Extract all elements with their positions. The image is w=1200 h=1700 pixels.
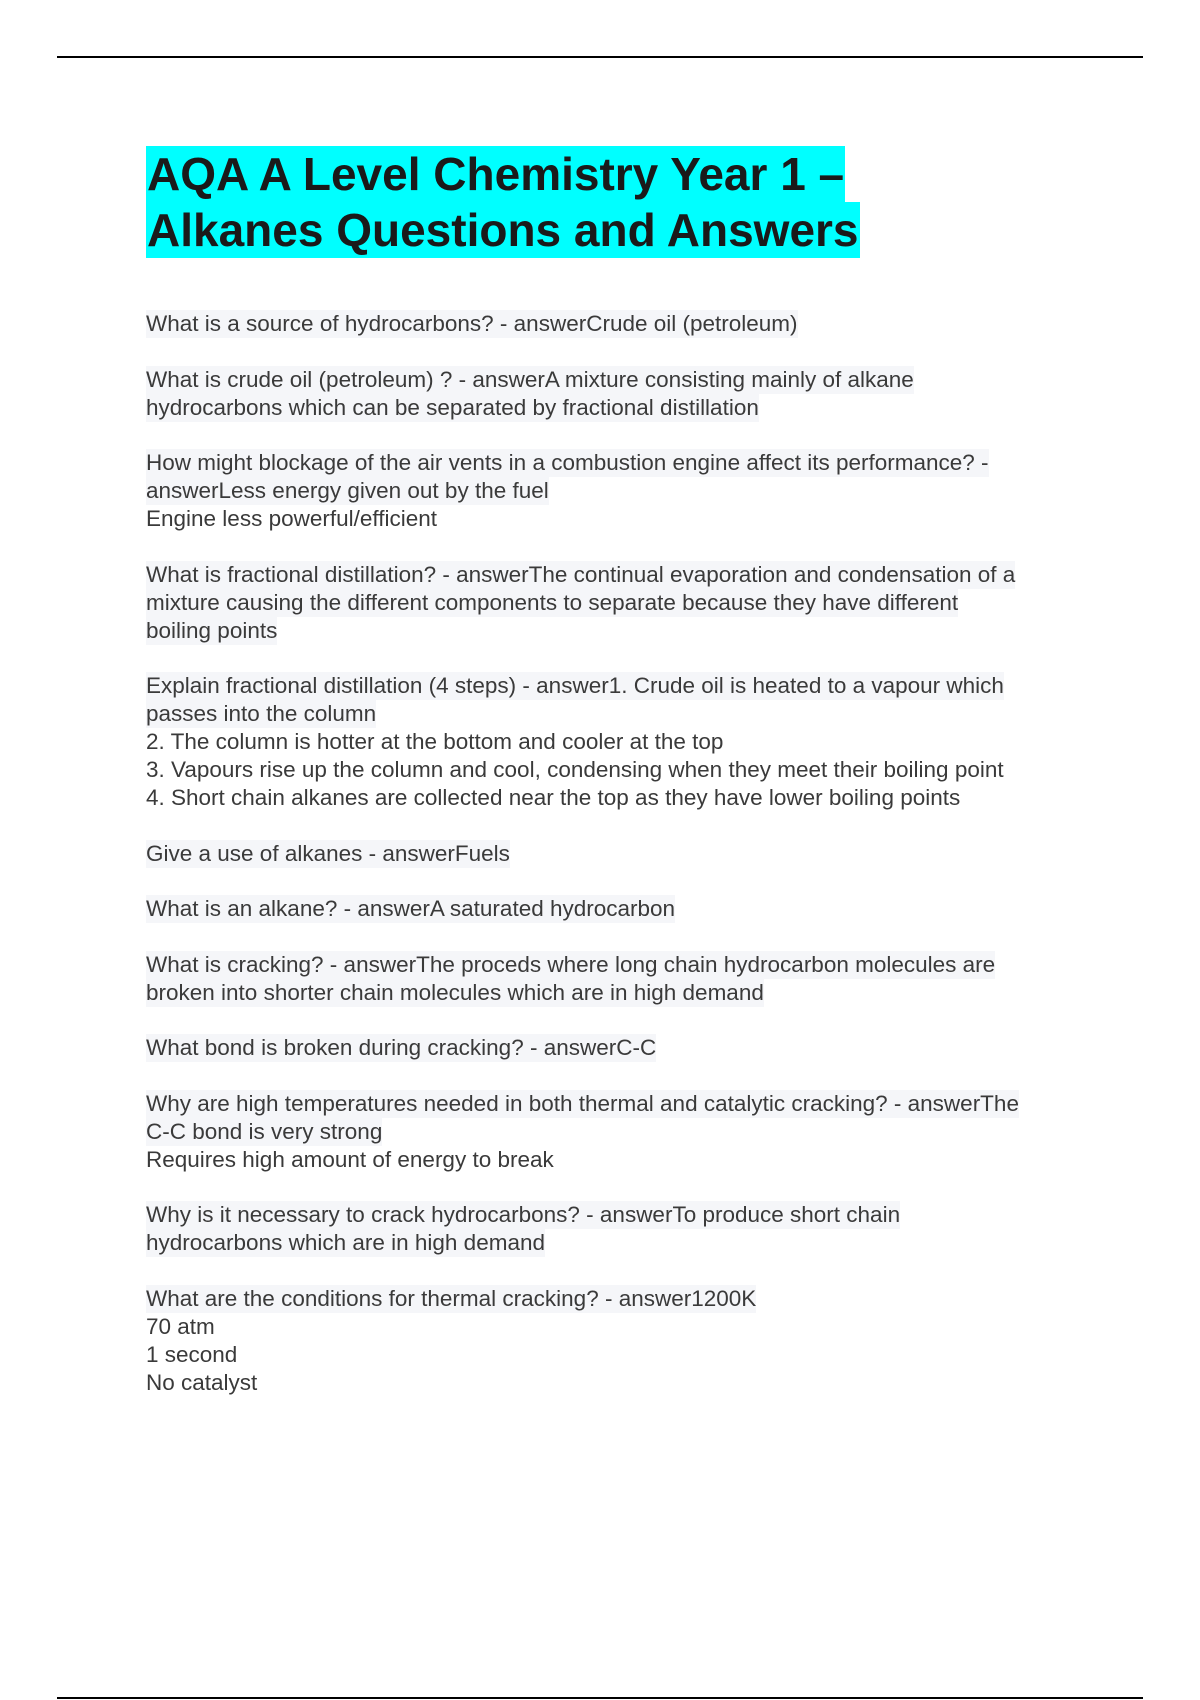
qa-extra-line: No catalyst xyxy=(146,1369,258,1395)
qa-extra-line: 70 atm xyxy=(146,1313,215,1339)
qa-text-line: Give a use of alkanes - answerFuels xyxy=(146,840,510,866)
qa-item xyxy=(146,840,1106,868)
qa-extra-line: Requires high amount of energy to break xyxy=(146,1146,554,1172)
title-line-1: AQA A Level Chemistry Year 1 – xyxy=(147,148,845,200)
bottom-rule xyxy=(57,1697,1143,1699)
qa-text-line: What is a source of hydrocarbons? - answerCrude oil (petroleum) xyxy=(146,311,798,336)
qa-item xyxy=(146,561,1106,645)
qa-text-line: How might blockage of the air vents in a combustion engine affect its performance? - xyxy=(146,450,989,475)
qa-item xyxy=(146,310,1106,338)
qa-text-line: What is an alkane? - answerA saturated hydrocarbon xyxy=(146,896,676,921)
qa-item xyxy=(146,672,1106,812)
qa-text-line: Explain fractional distillation (4 steps) - answer1. Crude oil is heated to a vapour which xyxy=(146,673,1004,698)
qa-text-line: broken into shorter chain molecules which are in high demand xyxy=(146,979,764,1005)
qa-text-line: Why is it necessary to crack hydrocarbons? - answerTo produce short chain xyxy=(146,1202,901,1227)
qa-text-line: C-C bond is very strong xyxy=(146,1118,383,1144)
qa-extra-line: Engine less powerful/efficient xyxy=(146,506,438,531)
qa-text-line: What is fractional distillation? - answerThe continual evaporation and condensation of a xyxy=(146,561,1016,587)
title-line-2: Alkanes Questions and Answers xyxy=(147,204,859,256)
qa-item xyxy=(146,449,1106,533)
qa-item xyxy=(146,895,1106,923)
qa-item xyxy=(146,1090,1106,1174)
qa-text-line: mixture causing the different components to separate because they have different xyxy=(146,589,959,615)
qa-item xyxy=(146,1034,1106,1062)
qa-list xyxy=(146,310,1106,1424)
qa-text-line: Why are high temperatures needed in both thermal and catalytic cracking? - answerThe xyxy=(146,1090,1019,1116)
qa-extra-line: 1 second xyxy=(146,1341,238,1367)
qa-text-line: What bond is broken during cracking? - answerC-C xyxy=(146,1035,657,1060)
qa-text-line: passes into the column xyxy=(146,701,377,726)
top-rule xyxy=(57,56,1143,58)
qa-extra-line: 4. Short chain alkanes are collected near the top as they have lower boiling points xyxy=(146,785,961,810)
qa-text-line: answerLess energy given out by the fuel xyxy=(146,478,549,503)
qa-item xyxy=(146,951,1106,1007)
qa-item xyxy=(146,1285,1106,1397)
qa-item xyxy=(146,366,1106,422)
qa-text-line: boiling points xyxy=(146,617,278,643)
qa-extra-line: 3. Vapours rise up the column and cool, condensing when they meet their boiling point xyxy=(146,757,1004,782)
page-title xyxy=(146,146,1106,258)
qa-text-line: What is cracking? - answerThe proceds where long chain hydrocarbon molecules are xyxy=(146,951,996,977)
qa-text-line: What are the conditions for thermal cracking? - answer1200K xyxy=(146,1285,757,1311)
qa-text-line: hydrocarbons which can be separated by fractional distillation xyxy=(146,394,759,420)
qa-text-line: hydrocarbons which are in high demand xyxy=(146,1230,545,1255)
qa-item xyxy=(146,1201,1106,1257)
qa-text-line: What is crude oil (petroleum) ? - answerA mixture consisting mainly of alkane xyxy=(146,366,914,392)
qa-extra-line: 2. The column is hotter at the bottom and cooler at the top xyxy=(146,729,724,754)
